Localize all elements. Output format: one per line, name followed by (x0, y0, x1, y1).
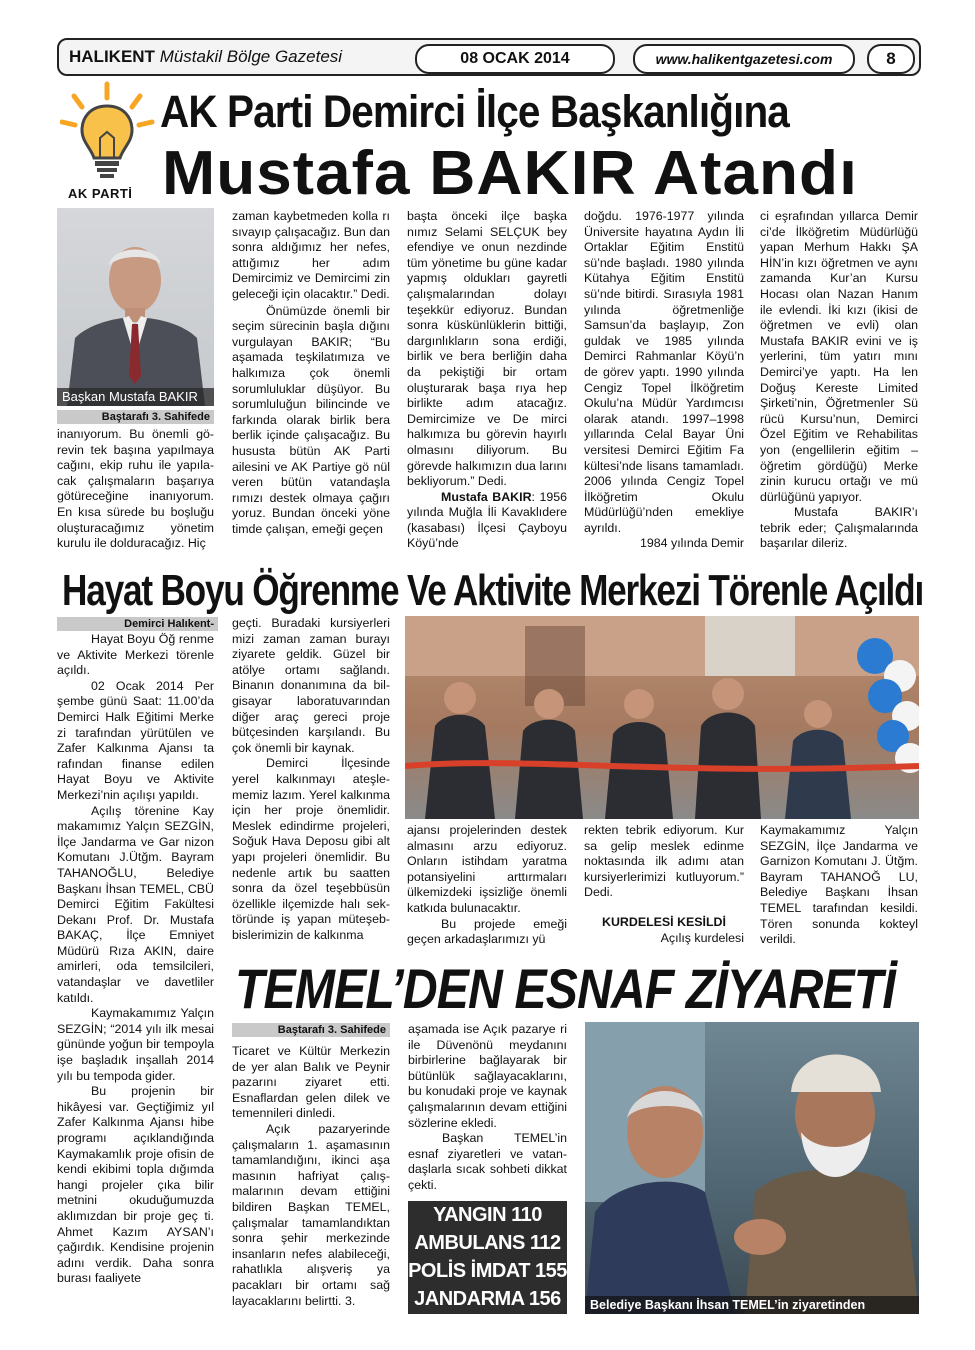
headline-akparti: AK Parti Demirci İlçe Başkanlığına (160, 86, 789, 137)
photo-esnaf-ziyareti (585, 1022, 919, 1314)
paragraph: zaman kaybetmeden kolla rı sıvayıp çalışacağız. Bun dan sonra aldığımız her nefes, attığımız her adım Demircimiz ve Demircimi zin geleceği için olacaktır.” Dedi. (232, 209, 390, 301)
article1-col1 (57, 427, 214, 552)
article3-col1 (232, 1044, 390, 1309)
emergency-line: YANGIN 110 (433, 1204, 542, 1226)
article1-col4 (584, 209, 744, 552)
website-link[interactable]: www.halikentgazetesi.com (633, 44, 855, 74)
paragraph: Mustafa BAKIR’ı tebrik eder; Çalışmalarında başarılar dileriz. (760, 505, 918, 551)
paragraph: Önümüzde önemli bir seçim sürecinin başla dığını vurgulayan BAKIR; “Bu aşamada teşkilatımıza ve halkımıza çok önemli sorumluluklar düşüyor. Bu sorumluluğun bilincinde ve farkında olarak birlik bera berlik içinde çalışacağız. Bu hususta bütün AK Parti ailesini ve AK Partiye gö nül veren bütün vatandaşla rımızı destek olmaya çağırı yoruz. Bundan önceki yöne timde çalışan, emeği geçen (232, 303, 390, 536)
article3-col2 (408, 1022, 567, 1194)
portrait-figure (57, 208, 214, 406)
continued-tag: Baştarafı 3. Sahifede (232, 1023, 390, 1037)
paragraph: Kaymakamımız Yalçın SEZGİN, İlçe Jandarma ve Garnizon Komutanı J. Ütğm. Bayram TAHANOĞ LU, Belediye Başkanı İhsan TEMEL tarafından kesildi. Tören sonunda kokteyl verildi. (760, 823, 918, 947)
article2-col1 (57, 632, 214, 1287)
paragraph: Açılış kurdelesi (660, 930, 744, 945)
caption-mustafa-bakir: Başkan Mustafa BAKIR (57, 388, 214, 406)
article2-col2 (232, 616, 390, 943)
paragraph: ajansı projelerinden destek almasını arzu ediyoruz. Onların istihdam yaratma potansiyelini arttırmaları ülkemizdeki işsizliğe önemli katkıda bulunacaktır. (407, 823, 567, 915)
emergency-numbers-box (408, 1201, 567, 1314)
paragraph: Açık pazaryerinde çalışmaların 1. aşamasının tamamlandığını, ikinci aşa masının hafriyat çalışmalarının devam ettiğini bildiren Başkan TEMEL, çalışmalar tamamlandıktan sonra şehir merkezinde insanların nefes alabileceği, rahatlıkla alışveriş ya pacakları bir ortamı sağ layacaklarını belirtti. 3. (232, 1121, 390, 1308)
bio-name: Mustafa BAKIR (441, 489, 532, 504)
article2-col3 (407, 823, 567, 948)
paragraph: 1984 yılında Demir (640, 536, 744, 551)
paragraph: başta önceki ilçe başka nımız Selami SELÇUK bey efendiye ve onun nezdinde tüm yönetime bu güne kadar yapmış oldukları gayretli çalışmalarından dolayı teşekkür ediyoruz. Bundan sonra küskünlüklerin bittiği, dargınlıkların sona erdiği, birlik ve bera berliğin daha da pekiştiği bir ortam oluşturarak başa rıya hep birlikte adım atacağız. Demircimize ve De mirci halkımıza bu görevin hayırlı olmasını diliyorum. Bu görevde halkımızın dua larını bekliyorum.” Dedi. (407, 209, 567, 489)
headline-temel: TEMEL’DEN ESNAF ZİYARETİ (235, 957, 895, 1020)
visit-scene (585, 1022, 919, 1314)
photo-ribbon-cutting (405, 616, 919, 819)
article2-col4 (584, 823, 744, 946)
page-number: 8 (867, 44, 915, 74)
article1-col2 (232, 209, 390, 537)
photo-mustafa-bakir (57, 208, 214, 406)
emergency-line: JANDARMA 156 (414, 1288, 561, 1310)
paragraph: Bu projenin bir hikâyesi var. Geçtiğimiz yıl Zafer Kalkınma Ajansı hibe programı açıklandığında Kaymakamlık proje ofisin de kendi ekibimi topla dığımda hangi projeler çıka bilir metnini okuduğumuzda aklımızdan bir proje geç ti. Ahmet Kazım AYSAN’ı çağırdık. Kendisine projenin adını verdik. Daha sonra burası faaliyete (57, 1084, 214, 1286)
paragraph: Hayat Boyu Öğ renme ve Aktivite Merkezi törenle açıldı. (57, 632, 214, 678)
headline-hayat-boyu: Hayat Boyu Öğrenme Ve Aktivite Merkezi Törenle Açıldı (62, 566, 924, 615)
headline-bakir: Mustafa BAKIR Atandı (162, 139, 858, 208)
paragraph: doğdu. 1976-1977 yılında Üniversite hayatına Aydın İli Ortaklar Eğitim Enstitü sü’nde başladı. 1980 yılında Kütahya Eğitim Enstitü sü’nde bitirdi. Sırasıyla 1981 yılında öğretmenliğe Samsun’da başlayıp, Zon guldak ve 1985 yılında Demirci Rahmanlar Köyü’n de görev yaptı. 1990 yılında Cengiz Topel İlköğretim Okulu’na Müdür Yardımcısı olarak atandı. 1997–1998 yıllarında Celal Bayar Üni versitesi Demirci Eğitim Fa kültesi’nde lisans tamamladı. 2006 yılında Cengiz Topel İlköğretim Okulu Müdürlüğü’nden emekliye ayrıldı. (584, 209, 744, 535)
paragraph: ci eşrafından yıllarca Demir ci’de İlköğretim Müdürlüğü yapan Merhum Hakkı ŞA HİN’in kızı öğretmen ve aynı zamanda Kur’an Kursu Hocası olan Nazan Hanım ile evlendi. İki kızı (ikisi de öğretmen ve evli) olan Mustafa BAKIR evini ve iş yerlerini, tüm yatırı mını Demirci’ye yaptı. Ha len Doğuş Kereste Limited Şirketi’nin, Öğretmenler Sü rücü Kursu’nun, Demirci Özel Eğitim ve Rehabilitas yon (engellilerin eğitim – öğretim gördüğü) Merke zinin kurucu ortağı ve mü dürlüğünü yapıyor. (760, 209, 918, 504)
caption-esnaf-ziyareti: Belediye Başkanı İhsan TEMEL’in ziyaretinden (585, 1296, 919, 1314)
paragraph: inanıyorum. Bu önemli görevin tek başına yapılmaya cağını, ekip ruhu ile yapılacak çalışmaların başarıya götüreceğine inanıyorum. En kısa sürede bu boşluğu oluşturacağımız yönetim kurulu ile dolduracağız. Hiç (57, 427, 214, 551)
logo-text: AK PARTİ (68, 186, 133, 201)
paragraph: geçti. Buradaki kursiyerleri mizi zaman zaman burayı ziyarete geldik. Güzel bir atölye ortamı sağlandı. Binanın donanımına da bilgisayar laboratuvarından diğer araç gereci proje bütçesinden karşılandı. Bu çok önemli bir kaynak. (232, 616, 390, 755)
paper-tagline: Müstakil Bölge Gazetesi (159, 47, 343, 66)
continued-tag: Baştarafı 3. Sahifede (57, 410, 214, 424)
article1-col5 (760, 209, 918, 552)
bio-text: : 1956 yılında Muğla İli Kavaklıdere (kasabası) İlçesi Çayboyu Köyü’nde (407, 489, 568, 551)
paragraph: Ticaret ve Kültür Merkezin de yer alan Balık ve Peynir pazarını ziyaret etti. Esnaflardan gelen dilek ve temennileri dinledi. (232, 1044, 390, 1121)
paragraph: Demirci İlçesinde yerel kalkınmayı ateşlememiz lazım. Yerel kalkınma için her proje önemlidir. Meslek edindirme projeleri, Soğuk Hava Deposu gibi alt yapı projeleri önemlidir. Bu nedenle artık bu saatten sonra da özel teşebbüsün özellikle ilçemizde halı sektöründe iş yapan müteşebbislerimizin de kalkınma (232, 756, 390, 942)
paragraph: Açılış törenine Kay makamımız Yalçın SEZGİN, İlçe Jandarma ve Gar nizon Komutanı J.Ütğm. Bayram TAHANOĞLU, Belediye Başkanı İhsan TEMEL, CBÜ Demirci Eğitim Fakültesi Dekanı Prof. Dr. Mustafa BAKAÇ, İlçe Emniyet Müdürü Rıza AKIN, daire amirleri, oda temsilcileri, vatandaşlar ve davetliler katıldı. (57, 803, 214, 1005)
paragraph: aşamada ise Açık pazarye ri ile Düvenönü meydanını birbirlerine bağlayarak bir bütünlük sağlayacaklarını, bu konudaki proje ve kaynak çalışmalarının devam ettiğini sözlerine ekledi. (408, 1022, 567, 1130)
masthead (69, 47, 342, 67)
paragraph: 02 Ocak 2014 Per şembe günü Saat: 11.00’da Demirci Halk Eğitimi Merke zi tarafından yürütülen ve Zafer Kalkınma Ajansı ta rafından finanse edilen Hayat Boyu ve Aktivite Merkezi’nin açılışı yapıldı. (57, 678, 214, 802)
ceremony-scene (405, 616, 919, 819)
issue-date: 08 OCAK 2014 (415, 44, 615, 74)
page-header (57, 38, 921, 76)
subheading-kurdelesi: KURDELESİ KESİLDİ (602, 914, 726, 929)
paragraph: Bu projede emeği geçen arkadaşlarımızı yü (407, 916, 567, 947)
source-tag: Demirci Halıkent- (57, 617, 218, 631)
article1-col3 (407, 209, 567, 552)
article2-col5 (760, 823, 918, 948)
paper-name: HALIKENT (69, 47, 155, 66)
emergency-line: POLİS İMDAT 155 (408, 1260, 567, 1282)
paragraph: rekten tebrik ediyorum. Kur sa gelip meslek edinme noktasında ilk adımı atan kursiyerlerimizi kutluyorum.” Dedi. (584, 823, 744, 900)
paragraph: Başkan TEMEL’in esnaf ziyaretleri ve vatandaşlarla sıcak sohbeti dikkat çekti. (408, 1131, 567, 1192)
ak-parti-logo (60, 80, 155, 205)
emergency-line: AMBULANS 112 (414, 1232, 561, 1254)
paragraph: Kaymakamımız Yalçın SEZGİN; “2014 yılı ilk mesai gününde yoğun bir tempoyla işe başladık inşallah 2014 yılı bu tempoda gider. (57, 1006, 214, 1083)
paragraph (407, 490, 567, 552)
